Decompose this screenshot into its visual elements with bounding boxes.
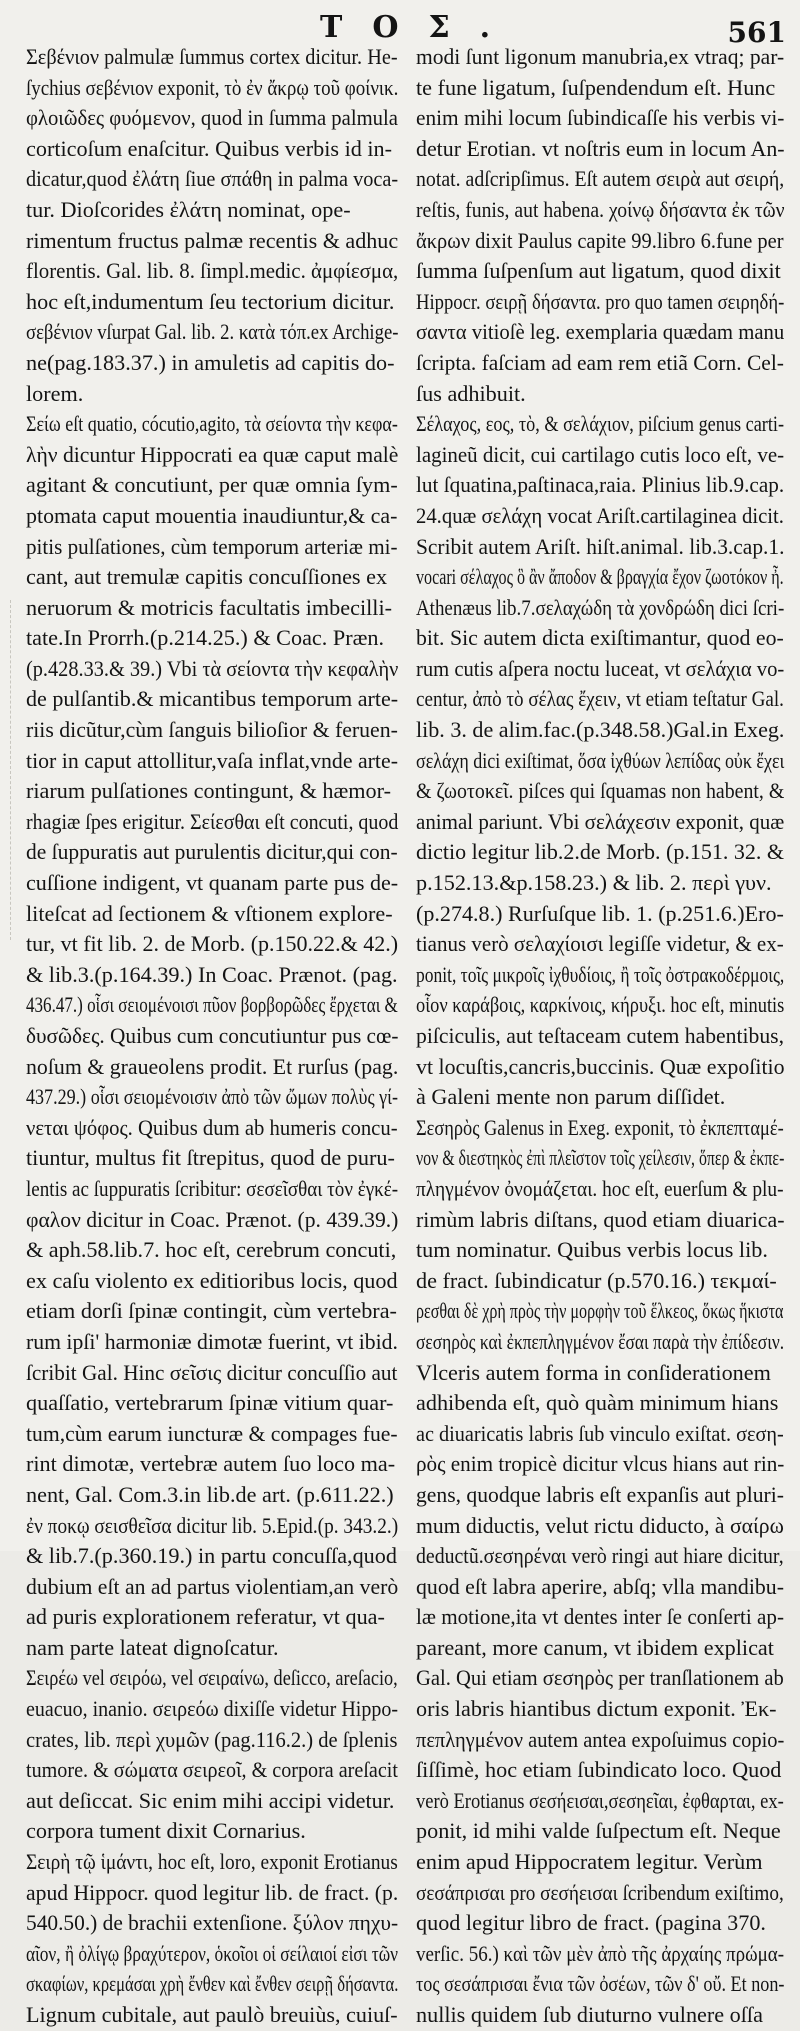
text-line: λὴν dicuntur Hippocrati ea quæ caput malè — [26, 441, 399, 467]
text-line: Σείω eſt quatio, cócutio,agito, τὰ σείοντα τὴν κεφα- — [26, 411, 398, 437]
text-line: dictio legitur lib.2.de Morb. (p.151. 32. & — [416, 839, 785, 865]
text-line: νον & διεστηκὸς ἐπὶ πλεῖστον τοῖς χείλεσιν, ὅπερ & ἐκπε- — [416, 1145, 785, 1171]
text-line: ponit, τοῖς μικροῖς ἰχθυδίοις, ἢ τοῖς ὀστρακοδέρμοις, — [416, 961, 785, 987]
text-line: & lib.3.(p.164.39.) In Coac. Prænot. (pag. — [26, 961, 398, 987]
text-line: læ motione,ita vt dentes inter ſe conſerti ap- — [416, 1604, 784, 1630]
text-line: 437.29.) οἷσι σειομένοισιν ἀπὸ τῶν ὤμων πολὺς γί- — [26, 1084, 398, 1110]
text-line: riarum pulſationes contingunt, & hæmor- — [26, 778, 391, 804]
text-line: ac diuaricatis labris ſub vinculo exiſtat. σεση- — [416, 1420, 784, 1446]
text-line: νεται ψόφος. Quibus dum ab humeris concu- — [26, 1114, 398, 1140]
text-line: σαντα vitioſè leg. exemplaria quædam manu — [416, 319, 785, 345]
text-line: lut ſquatina,paſtinaca,raia. Plinius lib.9.cap. — [416, 472, 785, 498]
text-line: pitis pulſationes, cùm temporum arteriæ mi- — [26, 533, 398, 559]
text-line: αῖον, ἢ ὀλίγῳ βραχύτερον, ὁκοῖοι οἱ σείλαιοί εἰσι τῶν — [26, 1940, 398, 1966]
text-line: tum nominatur. Quibus verbis locus lib. — [416, 1237, 768, 1263]
text-line: ſcripta. faſciam ad eam rem etiã Corn. Cel- — [416, 349, 784, 375]
text-line: centur, ἀπὸ τὸ σέλας ἔχειν, vt etiam teſtatur Gal. — [416, 686, 784, 712]
text-line: ad puris explorationem referatur, vt qua- — [26, 1604, 385, 1630]
text-line: ſychius σεβένιον exponit, τὸ ἐν ἄκρῳ τοῦ φοίνικ. — [26, 74, 399, 100]
text-line: rint dimotæ, vertebræ autem ſuo loco ma- — [26, 1451, 396, 1477]
text-line: hoc eſt,indumentum ſeu tectorium dicitur. — [26, 288, 395, 314]
text-line: 24.quæ σελάχη vocat Ariſt.cartilaginea dicit. — [416, 502, 784, 528]
text-line: tumore. & σώματα σειρεοῖ, & corpora areſacit — [26, 1757, 398, 1783]
text-line: quaſſatio, vertebrarum ſpinæ vitium quar- — [26, 1390, 394, 1416]
text-line: animal pariunt. Vbi σελάχεσιν exponit, quæ — [416, 808, 785, 834]
text-line: Gal. Qui etiam σεσηρὸς per tranſlationem ab — [416, 1665, 784, 1691]
text-line: σεσηρὸς καὶ ἐκπεπληγμένον ἔσαι παρὰ τὴν ἐπίδεσιν. — [416, 1328, 785, 1354]
text-line: pareant, more canum, vt ibidem explicat — [416, 1634, 774, 1660]
text-line: agitant & concutiunt, per quæ omnia ſym- — [26, 472, 398, 498]
text-line: tur, vt fit lib. 2. de Morb. (p.150.22.& 42.) — [26, 931, 399, 957]
text-line: verſic. 56.) καὶ τῶν μὲν ἀπὸ τῆς ἀρχαίης πρώμα- — [416, 1940, 785, 1966]
text-line: verò Erotianus σεσήεισαι,σεσηεῖαι, ἐφθαρται, ex- — [416, 1787, 784, 1813]
text-line: rimùm labris diſtans, quod etiam diuarica- — [416, 1206, 785, 1232]
text-line: nent, Gal. Com.3.in lib.de art. (p.611.22.) — [26, 1481, 394, 1507]
text-line: οἷον καράβοις, καρκίνοις, κήρυξι. hoc eſt, minutis — [416, 992, 785, 1018]
text-line: ἄκρων dixit Paulus capite 99.libro 6.fune per — [416, 227, 784, 253]
text-line: σεβένιον vſurpat Gal. lib. 2. κατὰ τόπ.ex Archige- — [26, 319, 399, 345]
text-line: dubium eſt an ad partus violentiam,an verò — [26, 1573, 399, 1599]
text-line: ἐν ποκῳ σεισθεῖσα dicitur lib. 5.Epid.(p. 343.2.) — [26, 1512, 399, 1538]
text-line: lentis ac ſuppuratis ſcribitur: σεσεῖσθαι τὸν ἐγκέ- — [26, 1175, 399, 1201]
text-line: ptomata caput mouentia inaudiuntur,& ca- — [26, 502, 398, 528]
page-number: 561 — [727, 16, 786, 49]
text-line: cant, aut tremulæ capitis concuſſiones ex — [26, 564, 388, 590]
text-line: corpora tument dixit Cornarius. — [26, 1818, 306, 1844]
page-edge-shadow — [0, 600, 11, 940]
text-line: rhagiæ ſpes erigitur. Σείεσθαι eſt concuti, quod — [26, 808, 399, 834]
text-line: notat. adſcripſimus. Eſt autem σειρὰ aut σειρή, — [416, 166, 785, 192]
text-line: φλοιῶδες φυόμενον, quod in ſumma palmula — [26, 105, 398, 131]
text-line: corticoſum enaſcitur. Quibus verbis id in- — [26, 135, 393, 161]
text-line: tianus verò σελαχίοισι legiſſe videtur, & ex- — [416, 931, 784, 957]
text-line: te fune ligatum, ſuſpendendum eſt. Hunc — [416, 74, 776, 100]
right-column — [416, 42, 784, 2031]
text-line: Σεσηρὸς Galenus in Exeg. exponit, τὸ ἐκπεπταμέ- — [416, 1114, 784, 1140]
text-line: ſus adhibuit. — [416, 380, 526, 406]
text-line: nullis quidem ſub diuturno vulnere oſſa — [416, 2002, 763, 2027]
text-line: Lignum cubitale, aut paulò breuiùs, cuiuſ- — [26, 2002, 398, 2027]
text-line: tur. Dioſcorides ἐλάτη nominat, ope- — [26, 196, 351, 222]
text-line: crates, lib. περὶ χυμῶν (pag.116.2.) de ſplenis — [26, 1726, 398, 1752]
text-line: mum diductis, velut rictu diducto, à σαίρω — [416, 1512, 784, 1538]
text-line: (p.274.8.) Rurſuſque lib. 1. (p.251.6.)Ero- — [416, 900, 784, 926]
text-line: σκαφίων, κρεμάσαι χρὴ ἔνθεν καὶ ἔνθεν σειρῇ δήσαντα. — [26, 1971, 399, 1997]
text-line: ne(pag.183.37.) in amuletis ad capitis do- — [26, 349, 395, 375]
text-line: tiuntur, multus fit ſtrepitus, quod de puru- — [26, 1145, 395, 1171]
text-line: Σέλαχος, εος, τὸ, & σελάχιον, piſcium genus carti- — [416, 411, 785, 437]
text-line: cuſſione indigent, vt quanam parte pus de- — [26, 870, 399, 896]
text-line: Athenæus lib.7.σελαχώδη τὰ χονδρώδη dici ſcri- — [416, 594, 785, 620]
text-line: Scribit autem Ariſt. hiſt.animal. lib.3.cap.1. — [416, 533, 785, 559]
text-line: de fract. ſubindicatur (p.570.16.) τεκμαί- — [416, 1267, 777, 1293]
text-line: ſiſſimè, hoc etiam ſubindicato loco. Quod — [416, 1757, 782, 1783]
text-line: σεσάπρισαι pro σεσήεισαι ſcribendum exiſtimo, — [416, 1879, 784, 1905]
text-line: noſum & graueolens prodit. Et rurſus (pag. — [26, 1053, 399, 1079]
text-line: ex caſu violento ex editioribus locis, quod — [26, 1267, 398, 1293]
text-line: euacuo, inanio. σειρεόω dixiſſe videtur Hippo- — [26, 1696, 398, 1722]
text-line: de pulſantib.& micantibus temporum arte- — [26, 686, 399, 712]
text-line: φαλον dicitur in Coac. Prænot. (p. 439.39.) — [26, 1206, 399, 1232]
text-line: modi ſunt ligonum manubria,ex vtraq; par- — [416, 44, 785, 69]
text-line: oris labris hiantibus dictum exponit. Ἐκ- — [416, 1696, 777, 1722]
text-line: ſumma ſuſpenſum aut ligatum, quod dixit — [416, 258, 781, 284]
text-line: p.152.13.&p.158.23.) & lib. 2. περὶ γυν. — [416, 870, 772, 896]
text-line: enim apud Hippocratem legitur. Verùm — [416, 1849, 763, 1875]
text-line: nam parte lateat dignoſcatur. — [26, 1634, 279, 1660]
text-line: Σεβένιον palmulæ ſummus cortex dicitur. He- — [26, 44, 398, 69]
text-line: adhibenda eſt, quò quàm minimum hians — [416, 1390, 779, 1416]
text-line: 540.50.) de brachii extenſione. ξύλον πηχυ- — [26, 1910, 399, 1936]
left-column — [26, 42, 398, 2031]
text-line: rum ipſi' harmoniæ dimotæ fuerint, vt ibid. — [26, 1328, 398, 1354]
text-line: gens, quodque labris eſt expanſis aut pluri- — [416, 1481, 784, 1507]
text-line: tate.In Prorrh.(p.214.25.) & Coac. Præn. — [26, 625, 385, 651]
text-line: lorem. — [26, 380, 84, 406]
text-line: riis dicũtur,cùm ſanguis bilioſior & feruen- — [26, 717, 398, 743]
text-line: tum,cùm earum iuncturæ & compages fue- — [26, 1420, 398, 1446]
text-line: lib. 3. de alim.fac.(p.348.58.)Gal.in Exeg. — [416, 717, 785, 743]
text-line: vt locuſtis,cancris,buccinis. Quæ expoſitio — [416, 1053, 785, 1079]
text-line: Σειρὴ τῷ ἱμάντι, hoc eſt, loro, exponit Erotianus — [26, 1849, 398, 1875]
text-line: aut deſiccat. Sic enim mihi accipi videtur. — [26, 1787, 395, 1813]
text-line: ſcribit Gal. Hinc σεῖσις dicitur concuſſio aut — [26, 1359, 398, 1385]
text-line: lagineũ dicit, cui cartilago cutis loco eſt, ve- — [416, 441, 785, 467]
text-line: quod legitur libro de fract. (pagina 370. — [416, 1910, 766, 1936]
text-line: quod eſt labra aperire, abſq; vlla mandibu- — [416, 1573, 785, 1599]
text-line: à Galeni mente non parum diſſidet. — [416, 1084, 726, 1110]
text-line: Σειρέω vel σειρόω, vel σειραίνω, deſicco, areſacio, — [26, 1665, 398, 1691]
text-line: reſtis, funis, aut habena. χοίνῳ δήσαντα ἐκ τῶν — [416, 196, 785, 222]
text-line: de ſuppuratis aut purulentis dicitur,qui con- — [26, 839, 398, 865]
text-line: detur Erotian. vt noſtris eum in locum An- — [416, 135, 785, 161]
text-line: piſciculis, aut teſtaceam cutem habentibus, — [416, 1023, 785, 1048]
text-line: ρεσθαι δὲ χρὴ πρὸς τὴν μορφὴν τοῦ ἕλκεος, ὅκως ἥκιστα — [416, 1298, 784, 1324]
text-line: τος σεσάπρισαι ἔνια τῶν ὀσέων, τῶν δ' οὔ. Et non- — [416, 1971, 785, 1997]
text-line: enim mihi locum ſubindicaſſe his verbis vi- — [416, 105, 785, 131]
text-line: apud Hippocr. quod legitur lib. de fract. (p. — [26, 1879, 399, 1905]
text-line: etiam dorſi ſpinæ contingit, cùm vertebra- — [26, 1298, 397, 1324]
text-line: neruorum & motricis facultatis imbecilli- — [26, 594, 392, 620]
text-line: ρὸς enim tropicè dicitur vlcus hians aut rin- — [416, 1451, 785, 1477]
text-line: (p.428.33.& 39.) Vbi τὰ σείοντα τὴν κεφαλὴν — [26, 655, 399, 681]
text-line: rum cutis aſpera noctu luceat, vt σελάχια vo- — [416, 655, 785, 681]
text-line: rimentum fructus palmæ recentis & adhuc — [26, 227, 399, 253]
text-line: ponit, id mihi valde ſuſpectum eſt. Neque — [416, 1818, 781, 1844]
text-line: & aph.58.lib.7. hoc eſt, cerebrum concuti, — [26, 1237, 397, 1263]
text-line: πεπληγμένον autem antea expoſuimus copio- — [416, 1726, 785, 1752]
text-line: δυσῶδες. Quibus cum concutiuntur pus cœ- — [26, 1023, 399, 1048]
text-line: florentis. Gal. lib. 8. ſimpl.medic. ἀμφίεσμα, — [26, 258, 399, 284]
text-line: deductũ.σεσηρέναι verò ringi aut hiare dicitur, — [416, 1543, 784, 1569]
text-line: tior in caput attollitur,vaſa inflat,vnde arte- — [26, 747, 398, 773]
text-line: Vlceris autem forma in conſiderationem — [416, 1359, 771, 1385]
text-line: vocari σέλαχος ὃ ἂν ἄποδον & βραγχία ἔχον ζωοτόκον ἦ. — [416, 564, 784, 590]
text-line: 436.47.) οἷσι σειομένοισι πῦον βορβορῶδες ἔρχεται & — [26, 992, 398, 1018]
text-line: & ζωοτοκεῖ. piſces qui ſquamas non habent, & — [416, 778, 785, 804]
text-line: dicatur,quod ἐλάτη ſiue σπάθη in palma voca- — [26, 166, 399, 192]
text-line: & lib.7.(p.360.19.) in partu concuſſa,quod — [26, 1543, 397, 1569]
text-line: πληγμένον ὀνομάζεται. hoc eſt, euerſum & plu- — [416, 1175, 784, 1201]
running-title: TOΣ. — [320, 10, 521, 45]
text-line: Hippocr. σειρῇ δήσαντα. pro quo tamen σειρηδή- — [416, 288, 785, 314]
text-line: liteſcat ad ſectionem & vſtionem explore- — [26, 900, 393, 926]
text-line: bit. Sic autem dicta exiſtimantur, quod eo- — [416, 625, 784, 651]
text-line: σελάχη dici exiſtimat, ὅσα ἰχθύων λεπίδας οὐκ ἔχει — [416, 747, 785, 773]
